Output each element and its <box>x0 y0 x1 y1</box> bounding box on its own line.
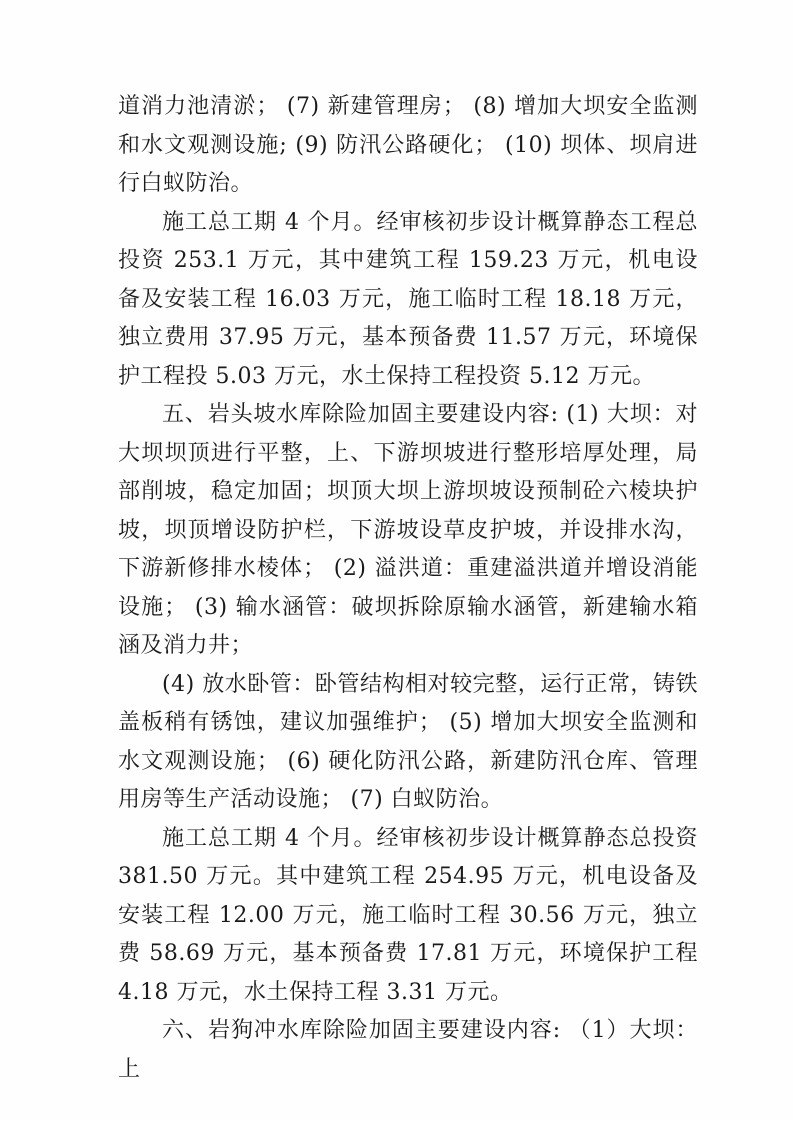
document-body <box>118 88 698 1089</box>
paragraph-continuation: 道消力池清淤； (7) 新建管理房； (8) 增加大坝安全监测和水文观测设施; (9) 防汛公路硬化； (10) 坝体、坝肩进行白蚁防治。 <box>118 94 698 196</box>
paragraph-yantoupo-reservoir: 五、岩头坡水库除险加固主要建设内容: (1) 大坝：对大坝坝顶进行平整，上、下游坝坡进行整形培厚处理，局部削坡，稳定加固；坝顶大坝上游坝坡设预制砼六棱块护坡，坝顶增设防护栏，下游坡设草皮护坡，并设排水沟，下游新修排水棱体； (2) 溢洪道：重建溢洪道并增设消能设施； (3) 输水涵管：破坝拆除原输水涵管，新建输水箱涵及消力井； <box>118 402 698 658</box>
paragraph-yangouchong-reservoir: 六、岩狗冲水库除险加固主要建设内容: （1）大坝：上 <box>118 1018 698 1082</box>
paragraph-schedule-investment-1: 施工总工期 4 个月。经审核初步设计概算静态工程总投资 253.1 万元，其中建筑工程 159.23 万元，机电设备及安装工程 16.03 万元，施工临时工程 18.18 万元，独立费用 37.95 万元，基本预备费 11.57 万元，环境保护工程投 5.03 万元，水土保持工程投资 5.12 万元。 <box>118 209 698 389</box>
paragraph-schedule-investment-2: 施工总工期 4 个月。经审核初步设计概算静态总投资 381.50 万元。其中建筑工程 254.95 万元，机电设备及安装工程 12.00 万元，施工临时工程 30.56 万元，独立费 58.69 万元，基本预备费 17.81 万元，环境保护工程 4.18 万元，水土保持工程 3.31 万元。 <box>118 825 698 1005</box>
paragraph-yantoupo-continued: (4) 放水卧管：卧管结构相对较完整，运行正常，铸铁盖板稍有锈蚀，建议加强维护； (5) 增加大坝安全监测和水文观测设施； (6) 硬化防汛公路，新建防汛仓库、管理用房等生产活动设施； (7) 白蚁防治。 <box>118 671 698 812</box>
